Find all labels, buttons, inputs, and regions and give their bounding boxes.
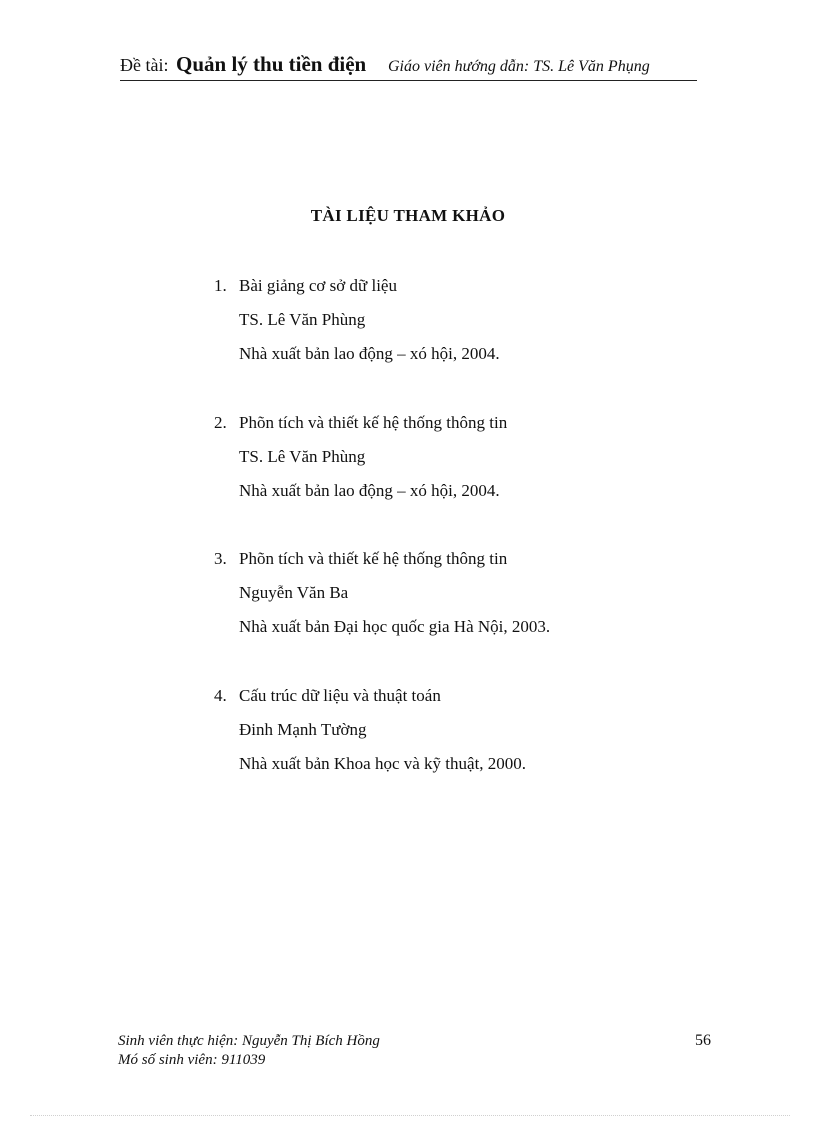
- reference-publisher: Nhà xuất bản lao động – xó hội, 2004.: [239, 344, 500, 363]
- page-edge-divider: [30, 1115, 790, 1116]
- reference-item: [214, 406, 507, 508]
- page-footer: [118, 1032, 380, 1070]
- topic-label: Đề tài:: [120, 55, 169, 75]
- reference-title: Phõn tích và thiết kế hệ thống thông tin: [239, 413, 508, 432]
- page-header: [120, 52, 697, 81]
- reference-author: TS. Lê Văn Phùng: [239, 447, 366, 466]
- reference-publisher: Nhà xuất bản Đại học quốc gia Hà Nội, 2003.: [239, 617, 551, 636]
- reference-publisher: Nhà xuất bản lao động – xó hội, 2004.: [239, 481, 500, 500]
- reference-item: [214, 542, 550, 644]
- section-title: TÀI LIỆU THAM KHẢO: [310, 206, 506, 225]
- reference-title: Bài giảng cơ sở dữ liệu: [239, 276, 397, 295]
- reference-title: Phõn tích và thiết kế hệ thống thông tin: [239, 549, 508, 568]
- student-name: Sinh viên thực hiện: Nguyễn Thị Bích Hồng: [118, 1033, 380, 1049]
- reference-number: 1.: [214, 276, 227, 295]
- reference-item: [214, 269, 500, 371]
- reference-author: Đinh Mạnh Tường: [239, 720, 367, 739]
- reference-number: 2.: [214, 413, 227, 432]
- reference-author: Nguyễn Văn Ba: [239, 583, 349, 602]
- page-number: 56: [695, 1032, 711, 1049]
- reference-title: Cấu trúc dữ liệu và thuật toán: [239, 686, 441, 705]
- reference-item: [214, 679, 526, 781]
- reference-author: TS. Lê Văn Phùng: [239, 310, 366, 329]
- reference-number: 4.: [214, 686, 227, 705]
- reference-number: 3.: [214, 549, 227, 568]
- topic-title: Quản lý thu tiền điện: [176, 52, 367, 76]
- reference-publisher: Nhà xuất bản Khoa học và kỹ thuật, 2000.: [239, 754, 527, 773]
- advisor-line: Giáo viên hướng dẫn: TS. Lê Văn Phụng: [388, 58, 650, 75]
- student-id: Mó số sinh viên: 911039: [118, 1052, 266, 1068]
